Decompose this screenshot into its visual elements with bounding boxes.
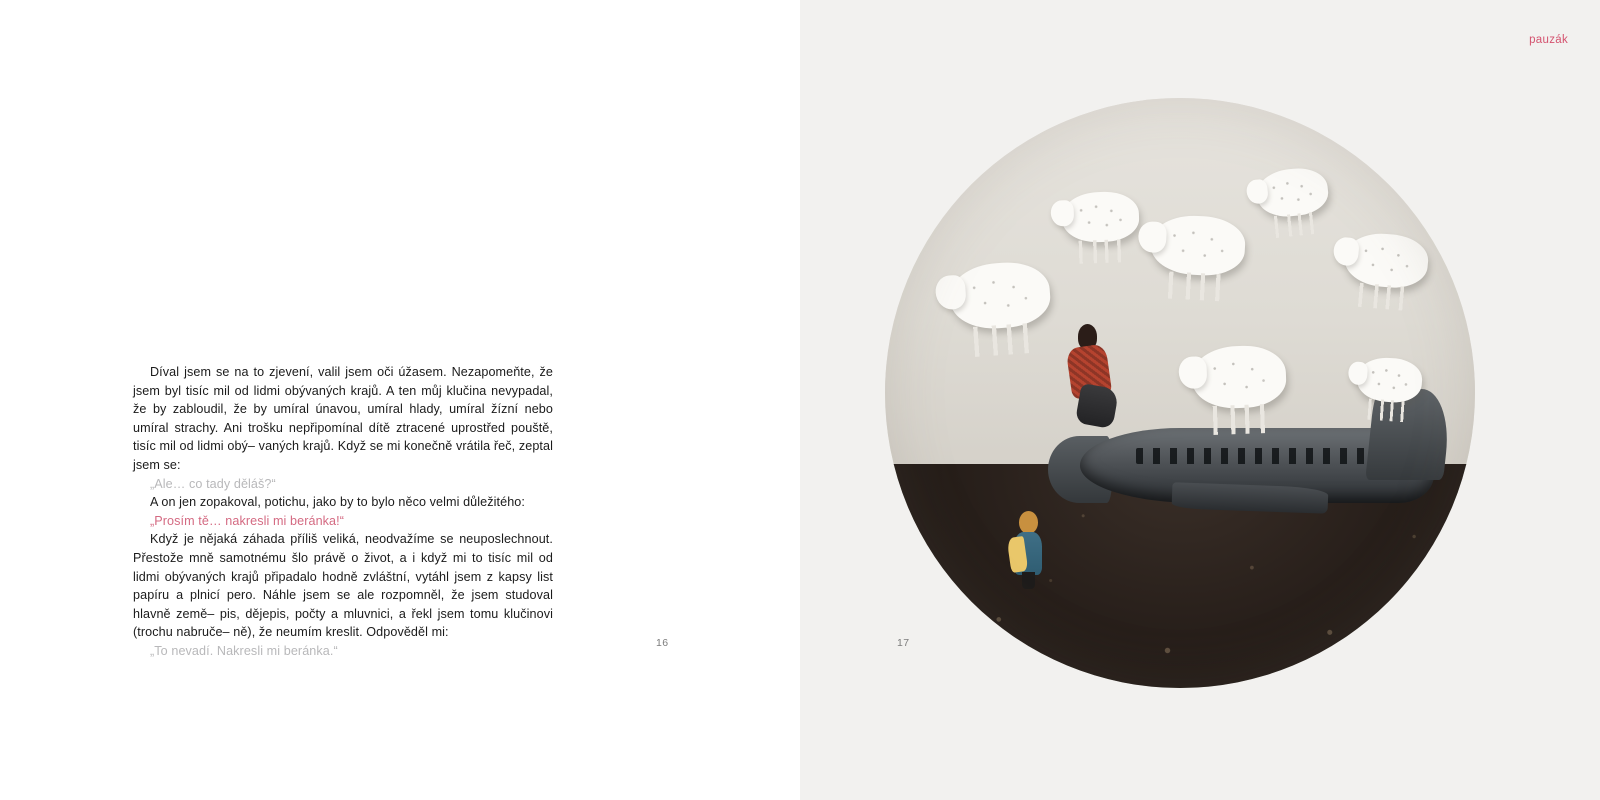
dialogue-line: „Ale… co tady děláš?“	[150, 476, 276, 491]
sheep-wool-texture	[1069, 197, 1133, 238]
pilot-legs	[1075, 383, 1119, 429]
paragraph: A on jen zopakoval, potichu, jako by to bylo něco velmi důležitého:	[150, 495, 525, 510]
paragraph: Díval jsem se na to zjevení, valil jsem oči úžasem. Nezapomeňte, že jsem byl tisíc mil od lidmi obývaných krajů. A ten můj klučina nevypadal, že by zabloudil, že by umíral únavou, umíral hlady, umíral žízní nebo umíral strachy. Ani trošku nepřipomínal dítě ztracené uprostřed pouště, tisíc mil od lidmi obý– vaných krajů. Když se mi konečně vrátila řeč, zeptal jsem se:	[133, 365, 553, 472]
highlighted-dialogue-line: „Prosím tě… nakresli mi beránka!“	[150, 513, 345, 528]
sheep-wool-texture	[1200, 352, 1279, 403]
page-number-left: 16	[656, 637, 669, 649]
sheep-wool-texture	[1159, 221, 1239, 271]
right-page	[800, 0, 1600, 800]
paragraph: Když je nějaká záhada příliš veliká, neodvažíme se neuposlechnout. Přestože mně samotnému šlo právě o život, a i když mi to tisíc mil od lidmi obývaných krajů připadalo hodně zvláštní, vytáhl jsem z kapsy list papíru a plnicí pero. Náhle jsem se ale rozpomněl, že jsem studoval hlavně země– pis, dějepis, počty a mluvnici, a řekl jsem tomu klučinovi (trochu nabruče– ně), že neumím kreslit. Odpověděl mi:	[133, 532, 553, 640]
sheep-wool-texture	[1352, 237, 1423, 284]
circular-illustration	[885, 98, 1475, 688]
figure-pilot	[1056, 322, 1121, 428]
sheep-wool-texture	[1262, 171, 1324, 214]
paper-sheep	[1191, 344, 1287, 409]
chapter-tag: pauzák	[1529, 34, 1568, 46]
sheep-wool-texture	[1362, 361, 1417, 399]
body-text-block	[133, 363, 553, 661]
dialogue-line: „To nevadí. Nakresli mi beránka.“	[150, 643, 338, 658]
plane-wing	[1171, 483, 1328, 514]
figure-little-prince	[1012, 511, 1045, 588]
child-legs	[1022, 572, 1035, 589]
sheep-wool-texture	[958, 268, 1044, 324]
child-head	[1019, 511, 1038, 534]
